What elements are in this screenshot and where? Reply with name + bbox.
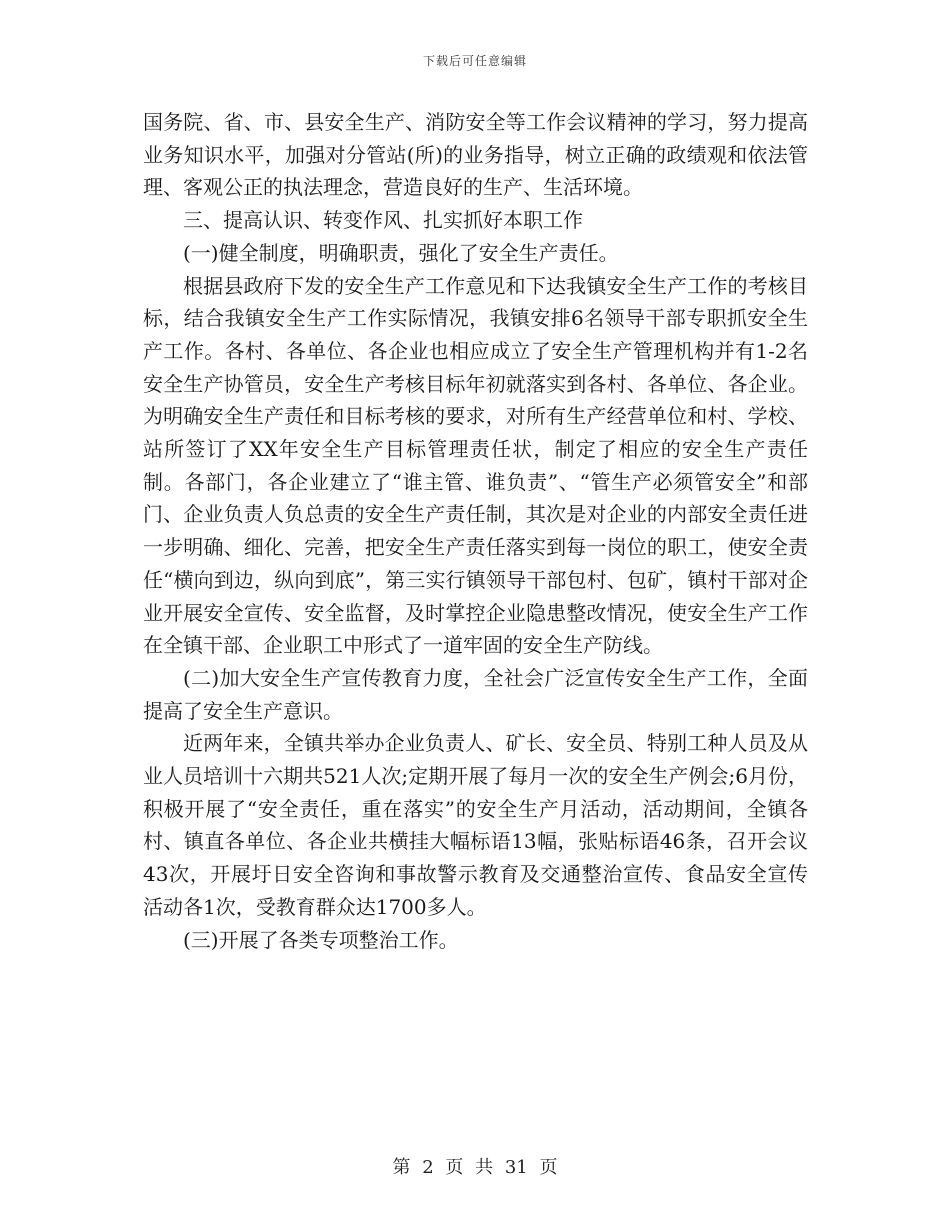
subheading-2: (二)加大安全生产宣传教育力度，全社会广泛宣传安全生产工作，全面提高了安全生产意识。 — [143, 665, 808, 723]
paragraph-responsibility: 根据县政府下发的安全生产工作意见和下达我镇安全生产工作的考核目标，结合我镇安全生产工作实际情况，我镇安排6名领导干部专职抓安全生产工作。各村、各单位、各企业也相应成立了安全生产管理机构并有1-2名安全生产协管员，安全生产考核目标年初就落实到各村、各单位、各企业。为明确安全生产责任和目标考核的要求，对所有生产经营单位和村、学校、站所签订了XX年安全生产目标管理责任状，制定了相应的安全生产责任制。各部门，各企业建立了“谁主管、谁负责”、“管生产必须管安全”和部门、企业负责人负总责的安全生产责任制，其次是对企业的内部安全责任进一步明确、细化、完善，把安全生产责任落实到每一岗位的职工，使安全责任“横向到边，纵向到底”，第三实行镇领导干部包村、包矿，镇村干部对企业开展安全宣传、安全监督，及时掌控企业隐患整改情况，使安全生产工作在全镇干部、企业职工中形式了一道牢固的安全生产防线。 — [143, 273, 808, 658]
page-number: 第 2 页 共 31 页 — [392, 1157, 558, 1178]
subheading-3: (三)开展了各类专项整治工作。 — [183, 927, 459, 952]
subheading-1: (一)健全制度，明确职责，强化了安全生产责任。 — [183, 240, 619, 265]
page-header-note: 下载后可任意编辑 — [422, 54, 527, 68]
paragraph-training: 近两年来，全镇共举办企业负责人、矿长、安全员、特别工种人员及从业人员培训十六期共521人次;定期开展了每月一次的安全生产例会;6月份，积极开展了“安全责任，重在落实”的安全生产月活动，活动期间，全镇各村、镇直各单位、各企业共横挂大幅标语13幅，张贴标语46条，召开会议43次，开展圩日安全咨询和事故警示教育及交通整治宣传、食品安全宣传活动各1次，受教育群众达1700多人。 — [143, 731, 808, 919]
document-body — [143, 106, 808, 956]
paragraph-1: 国务院、省、市、县安全生产、消防安全等工作会议精神的学习，努力提高业务知识水平，加强对分管站(所)的业务指导，树立正确的政绩观和依法管理、客观公正的执法理念，营造良好的生产、生活环境。 — [143, 110, 808, 200]
section-heading-3: 三、提高认识、转变作风、扎实抓好本职工作 — [183, 208, 583, 233]
